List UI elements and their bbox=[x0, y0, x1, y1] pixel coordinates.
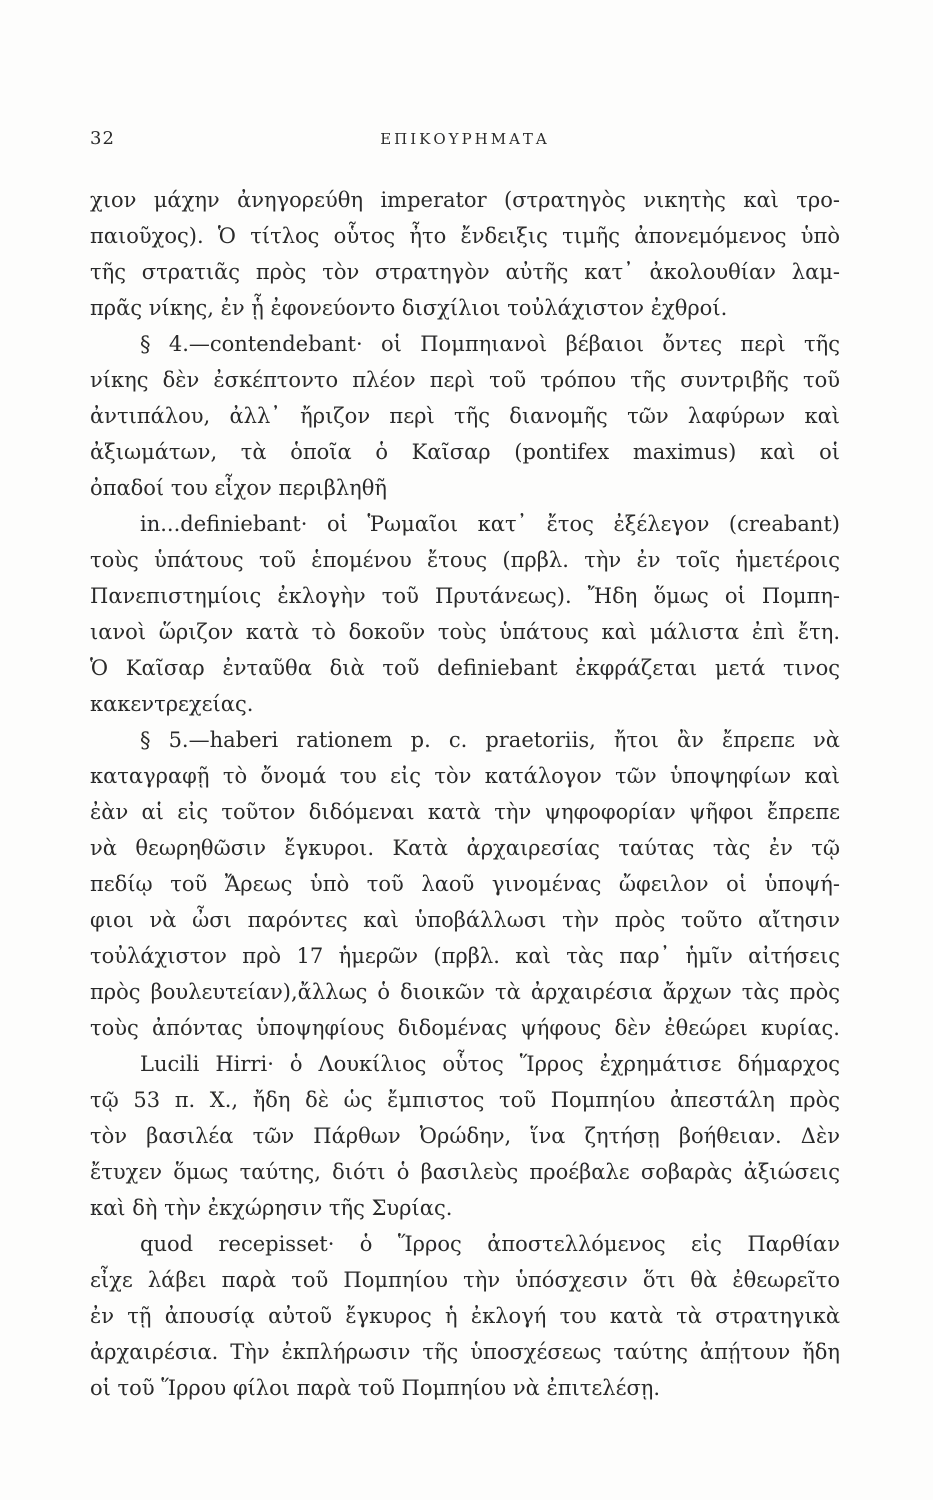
text-line: καταγραφῇ τὸ ὄνομά του εἰς τὸν κατάλογον τῶν ὑποψηφίων καὶ bbox=[90, 764, 840, 788]
text-line: τοὐλάχιστον πρὸ 17 ἡμερῶν (πρβλ. καὶ τὰς παρ᾽ ἡμῖν αἰτήσεις bbox=[90, 944, 840, 968]
text-line: νὰ θεωρηθῶσιν ἔγκυροι. Κατὰ ἀρχαιρεσίας ταύτας τὰς ἐν τῷ bbox=[90, 836, 840, 860]
body-text bbox=[90, 182, 840, 1406]
text-line: ὀπαδοί του εἶχον περιβληθῆ bbox=[90, 476, 387, 500]
text-line: εἶχε λάβει παρὰ τοῦ Πομπηίου τὴν ὑπόσχεσιν ὅτι θὰ ἐθεωρεῖτο bbox=[90, 1268, 840, 1292]
text-line: τῆς στρατιᾶς πρὸς τὸν στρατηγὸν αὐτῆς κατ᾽ ἀκολουθίαν λαμ- bbox=[90, 260, 840, 284]
text-line: Lucili Hirri· ὁ Λουκίλιος οὗτος Ἵρρος ἐχρημάτισε δήμαρχος bbox=[140, 1052, 840, 1076]
text-line: κακεντρεχείας. bbox=[90, 692, 254, 716]
text-line: § 4.—contendebant· οἱ Πομπηιανοὶ βέβαιοι ὄντες περὶ τῆς bbox=[140, 332, 840, 356]
text-line: ἐν τῇ ἀπουσίᾳ αὐτοῦ ἔγκυρος ἡ ἐκλογή του κατὰ τὰ στρατηγικὰ bbox=[90, 1304, 840, 1328]
text-line: Πανεπιστημίοις ἐκλογὴν τοῦ Πρυτάνεως). Ἤδη ὅμως οἱ Πομπη- bbox=[90, 584, 840, 608]
text-line: ἐὰν αἱ εἰς τοῦτον διδόμεναι κατὰ τὴν ψηφοφορίαν ψῆφοι ἔπρεπε bbox=[90, 800, 840, 824]
text-line: τοὺς ὑπάτους τοῦ ἑπομένου ἔτους (πρβλ. τὴν ἐν τοῖς ἡμετέροις bbox=[90, 548, 840, 572]
text-line: § 5.—haberi rationem p. c. praetoriis, ἤτοι ἂν ἔπρεπε νὰ bbox=[140, 728, 840, 752]
text-line: χιον μάχην ἀνηγορεύθη imperator (στρατηγὸς νικητὴς καὶ τρο- bbox=[90, 188, 840, 212]
text-line: Ὁ Καῖσαρ ἐνταῦθα διὰ τοῦ definiebant ἐκφράζεται μετά τινος bbox=[90, 656, 840, 680]
text-line: τῷ 53 π. Χ., ἤδη δὲ ὡς ἔμπιστος τοῦ Πομπηίου ἀπεστάλη πρὸς bbox=[90, 1088, 840, 1112]
text-line: τοὺς ἀπόντας ὑποψηφίους διδομένας ψήφους δὲν ἐθεώρει κυρίας. bbox=[90, 1016, 840, 1040]
running-title: ΕΠΙΚΟΥΡΗΜΑΤΑ bbox=[380, 130, 550, 148]
text-line: ἀξιωμάτων, τὰ ὁποῖα ὁ Καῖσαρ (pontifex maximus) καὶ οἱ bbox=[90, 440, 840, 464]
text-line: φιοι νὰ ὦσι παρόντες καὶ ὑποβάλλωσι τὴν πρὸς τοῦτο αἴτησιν bbox=[90, 908, 840, 932]
text-line: πεδίῳ τοῦ Ἄρεως ὑπὸ τοῦ λαοῦ γινομένας ὤφειλον οἱ ὑποψή- bbox=[90, 872, 840, 896]
text-line: ιανοὶ ὥριζον κατὰ τὸ δοκοῦν τοὺς ὑπάτους καὶ μάλιστα ἐπὶ ἔτη. bbox=[90, 620, 840, 644]
text-line: πρᾶς νίκης, ἐν ᾗ ἐφονεύοντο δισχίλιοι τοὐλάχιστον ἐχθροί. bbox=[90, 296, 728, 320]
text-line: in...definiebant· οἱ Ῥωμαῖοι κατ᾽ ἔτος ἐξέλεγον (creabant) bbox=[140, 512, 840, 536]
text-line: ἀρχαιρέσια. Τὴν ἐκπλήρωσιν τῆς ὑποσχέσεως ταύτης ἀπῄτουν ἤδη bbox=[90, 1340, 840, 1364]
text-line: τὸν βασιλέα τῶν Πάρθων Ὀρώδην, ἵνα ζητήσῃ βοήθειαν. Δὲν bbox=[90, 1124, 840, 1148]
page-number: 32 bbox=[90, 128, 115, 149]
text-line: νίκης δὲν ἐσκέπτοντο πλέον περὶ τοῦ τρόπου τῆς συντριβῆς τοῦ bbox=[90, 368, 840, 392]
text-line: πρὸς βουλευτείαν),ἄλλως ὁ διοικῶν τὰ ἀρχαιρέσια ἄρχων τὰς πρὸς bbox=[90, 980, 840, 1004]
page-header bbox=[90, 128, 840, 156]
text-line: ἔτυχεν ὅμως ταύτης, διότι ὁ βασιλεὺς προέβαλε σοβαρὰς ἀξιώσεις bbox=[90, 1160, 840, 1184]
text-line: quod recepisset· ὁ Ἵρρος ἀποστελλόμενος εἰς Παρθίαν bbox=[140, 1232, 840, 1256]
text-line: ἀντιπάλου, ἀλλ᾽ ἤριζον περὶ τῆς διανομῆς τῶν λαφύρων καὶ bbox=[90, 404, 840, 428]
text-line: παιοῦχος). Ὁ τίτλος οὗτος ἦτο ἔνδειξις τιμῆς ἀπονεμόμενος ὑπὸ bbox=[90, 224, 840, 248]
text-line: οἱ τοῦ Ἵρρου φίλοι παρὰ τοῦ Πομπηίου νὰ ἐπιτελέσῃ. bbox=[90, 1376, 661, 1400]
text-line: καὶ δὴ τὴν ἐκχώρησιν τῆς Συρίας. bbox=[90, 1196, 453, 1220]
